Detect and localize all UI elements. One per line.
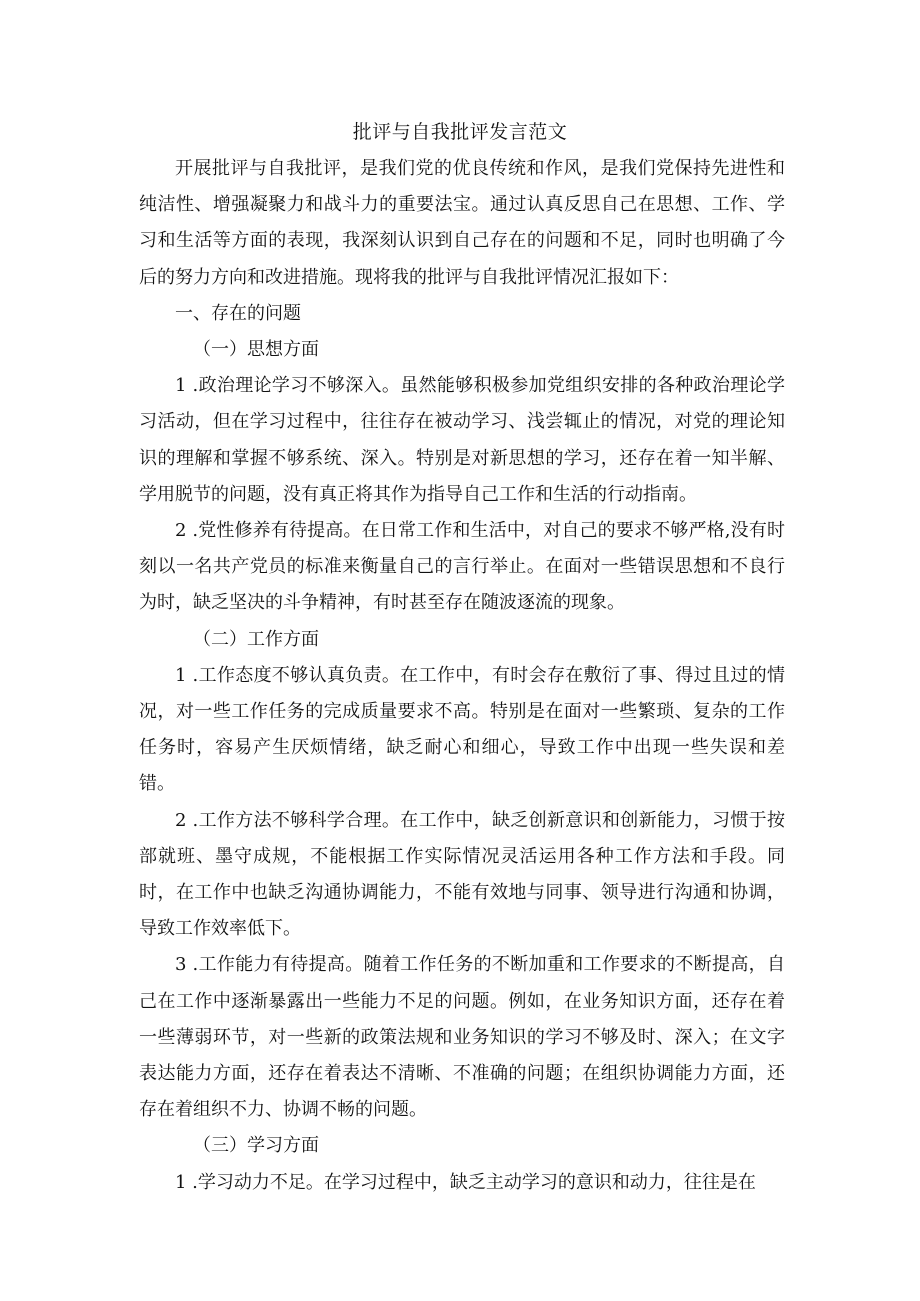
work-item-3: 3 .工作能力有待提高。随着工作任务的不断加重和工作要求的不断提高，自己在工作中逐渐暴露出一些能力不足的问题。例如，在业务知识方面，还存在着一些薄弱环节，对一些新的政策法规和业务知识的学习不够及时、深入；在文字表达能力方面，还存在着表达不清晰、不准确的问题；在组织协调能力方面，还存在着组织不力、协调不畅的问题。 xyxy=(139,954,785,1121)
subsection-heading-thought: （一）思想方面 xyxy=(193,339,319,361)
section-heading-problems: 一、存在的问题 xyxy=(175,302,301,324)
work-item-2: 2 .工作方法不够科学合理。在工作中，缺乏创新意识和创新能力，习惯于按部就班、墨守成规，不能根据工作实际情况灵活运用各种工作方法和手段。同时，在工作中也缺乏沟通协调能力，不能有效地与同事、领导进行沟通和协调，导致工作效率低下。 xyxy=(139,809,785,940)
thought-item-1: 1 .政治理论学习不够深入。虽然能够积极参加党组织安排的各种政治理论学习活动，但在学习过程中，往往存在被动学习、浅尝辄止的情况，对党的理论知识的理解和掌握不够系统、深入。特别是对新思想的学习，还存在着一知半解、学用脱节的问题，没有真正将其作为指导自己工作和生活的行动指南。 xyxy=(139,375,785,505)
thought-item-2: 2 .党性修养有待提高。在日常工作和生活中，对自己的要求不够严格,没有时刻以一名共产党员的标准来衡量自己的言行举止。在面对一些错误思想和不良行为时，缺乏坚决的斗争精神，有时甚至存在随波逐流的现象。 xyxy=(139,520,785,614)
intro-paragraph: 开展批评与自我批评，是我们党的优良传统和作风，是我们党保持先进性和纯洁性、增强凝聚力和战斗力的重要法宝。通过认真反思自己在思想、工作、学习和生活等方面的表现，我深刻认识到自己存在的问题和不足，同时也明确了今后的努力方向和改进措施。现将我的批评与自我批评情况汇报如下： xyxy=(139,158,785,288)
document-title: 批评与自我批评发言范文 xyxy=(352,121,568,143)
subsection-heading-study: （三）学习方面 xyxy=(193,1135,319,1157)
study-item-1: 1 .学习动力不足。在学习过程中，缺乏主动学习的意识和动力，往往是在 xyxy=(175,1171,756,1193)
subsection-heading-work: （二）工作方面 xyxy=(193,628,319,650)
document-body xyxy=(139,151,785,1201)
work-item-1: 1 .工作态度不够认真负责。在工作中，有时会存在敷衍了事、得过且过的情况，对一些工作任务的完成质量要求不高。特别是在面对一些繁琐、复杂的工作任务时，容易产生厌烦情绪，缺乏耐心和细心，导致工作中出现一些失误和差错。 xyxy=(139,664,785,795)
